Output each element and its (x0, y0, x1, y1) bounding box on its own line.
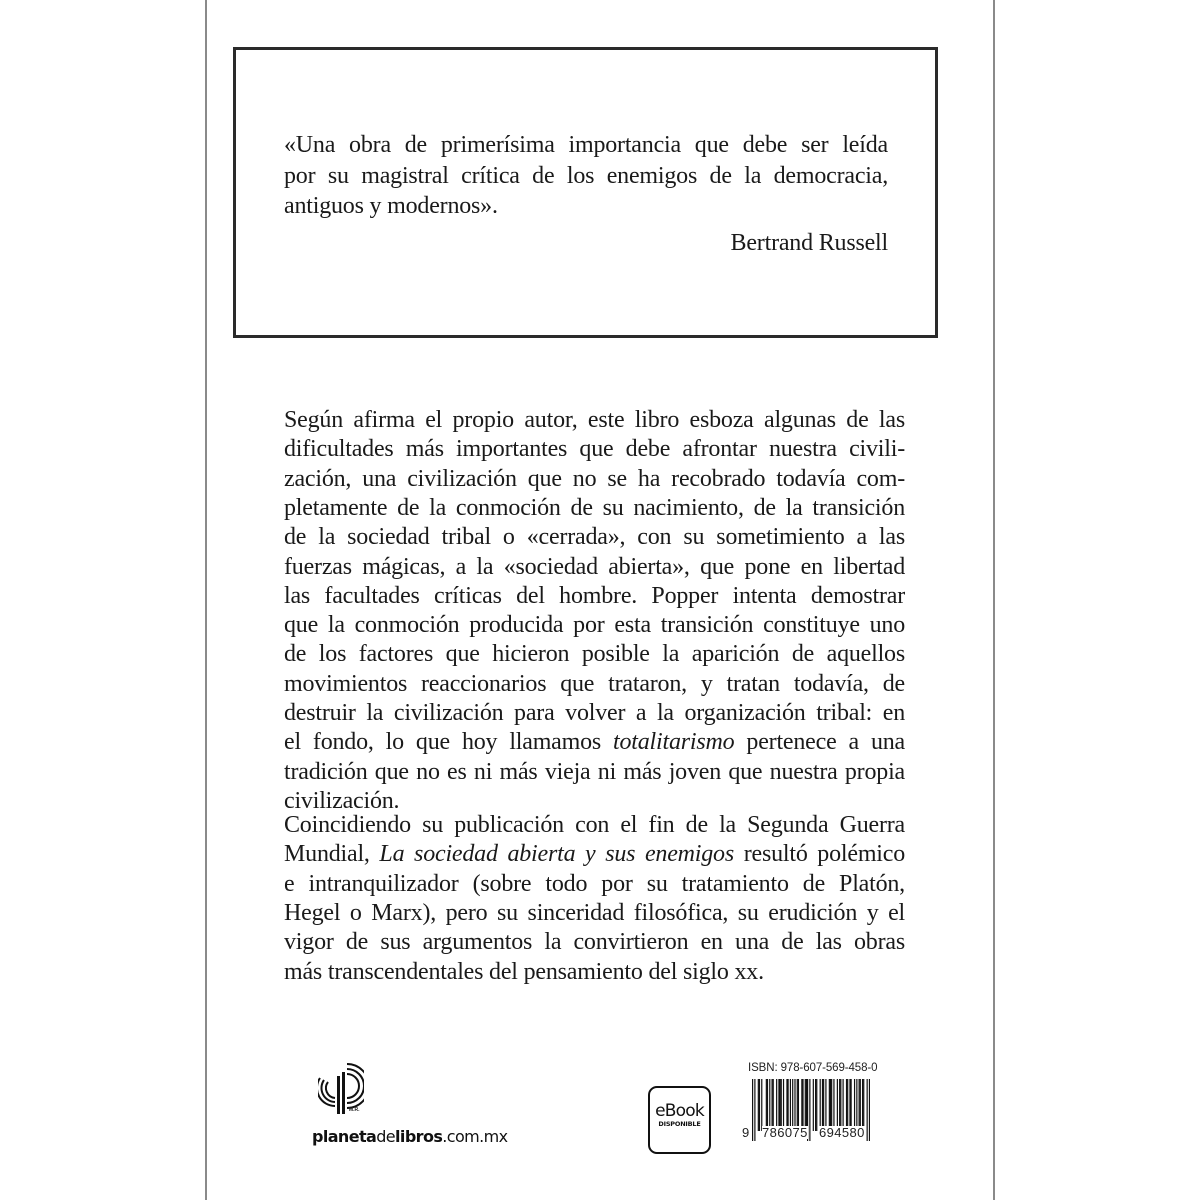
page-edge-left (205, 0, 207, 1200)
italic-title: totalitarismo (613, 729, 735, 756)
barcode-digits-right: 694580 (819, 1125, 865, 1140)
body-line: vigor de sus argumentos la convirtieron en una de las obras (284, 929, 905, 956)
quote-attribution: Bertrand Russell (730, 230, 888, 256)
body-line: que la conmoción producida por esta transición constituye uno (284, 612, 905, 639)
publisher-website[interactable] (312, 1127, 507, 1146)
quote-line: «Una obra de primerísima importancia que debe ser leída (284, 132, 888, 158)
body-line: civilización. (284, 787, 400, 814)
website-part: de (376, 1127, 396, 1146)
body-line: tradición que no es ni más vieja ni más joven que nuestra propia (284, 758, 905, 785)
website-part: libros (395, 1127, 443, 1146)
ebook-available-badge (648, 1086, 711, 1154)
body-line: pletamente de la conmoción de su nacimiento, de la transición (284, 494, 905, 521)
body-line: e intranquilizador (sobre todo por su tratamiento de Platón, (284, 870, 905, 897)
body-line: destruir la civilización para volver a la organización tribal: en (284, 700, 905, 726)
website-part: planeta (312, 1127, 377, 1146)
isbn-label: ISBN: 978-607-569-458-0 (748, 1062, 878, 1074)
italic-title: La sociedad abierta y sus enemigos (379, 841, 735, 868)
body-line: dificultades más importantes que debe afrontar nuestra civili- (284, 436, 905, 463)
trademark-mark: M.R. (349, 1107, 360, 1113)
body-line: de los factores que hicieron posible la aparición de aquellos (284, 641, 905, 668)
body-line: fuerzas mágicas, a la «sociedad abierta», que pone en libertad (284, 553, 905, 580)
body-line: el fondo, lo que hoy llamamos totalitarismo pertenece a una (284, 729, 905, 756)
ebook-badge-title: eBook (655, 1101, 704, 1121)
body-line: Hegel o Marx), pero su sinceridad filosófica, su erudición y el (284, 899, 905, 926)
ebook-badge-subtitle: DISPONIBLE (658, 1120, 701, 1128)
barcode-digit-first: 9 (742, 1125, 750, 1140)
body-line: movimientos reaccionarios que trataron, y tratan todavía, de (284, 670, 905, 697)
body-line: zación, una civilización que no se ha recobrado todavía com- (284, 465, 905, 492)
page-edge-right (993, 0, 995, 1200)
website-part: .com.mx (442, 1127, 508, 1146)
barcode-digits-left: 786075 (762, 1125, 808, 1140)
body-line: Según afirma el propio autor, este libro esboza algunas de las (284, 407, 905, 433)
quote-line: por su magistral crítica de los enemigos de la democracia, (284, 163, 888, 189)
body-line: Coincidiendo su publicación con el fin de la Segunda Guerra (284, 812, 905, 838)
body-line: Mundial, La sociedad abierta y sus enemigos resultó polémico (284, 841, 905, 868)
body-line: las facultades críticas del hombre. Popper intenta demostrar (284, 582, 905, 609)
body-line: más transcendentales del pensamiento del siglo xx. (284, 958, 764, 985)
quote-line: antiguos y modernos». (284, 193, 498, 219)
body-line: de la sociedad tribal o «cerrada», con su sometimiento a las (284, 524, 905, 551)
